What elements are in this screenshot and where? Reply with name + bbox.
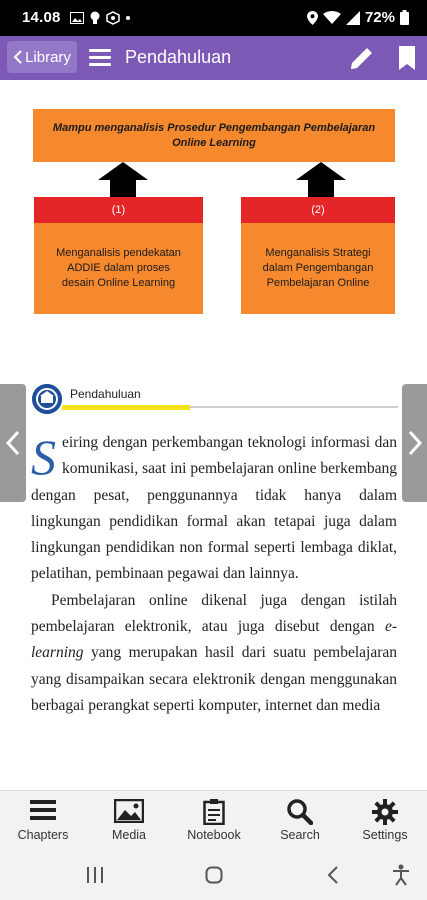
tab-label: Settings	[362, 828, 408, 842]
accessibility-icon[interactable]	[392, 864, 410, 886]
university-logo-icon	[32, 384, 62, 414]
previous-page-button[interactable]	[0, 384, 26, 502]
chapter-highlight	[62, 405, 190, 410]
tab-label: Search	[280, 828, 320, 842]
bottom-navigation	[0, 790, 427, 851]
diagram-left-number: (1)	[34, 197, 203, 223]
image-icon	[114, 799, 144, 823]
notebook-tab[interactable]	[174, 791, 254, 851]
diagram-left-box	[34, 223, 203, 314]
notification-icons	[70, 11, 130, 25]
chapter-label: Pendahuluan	[70, 387, 141, 401]
system-navigation-bar	[0, 850, 427, 900]
diagram-right-box	[241, 223, 395, 314]
emphasis-term: e-learning	[31, 618, 397, 662]
gallery-icon	[70, 12, 84, 24]
paragraph-text: eiring dengan perkembangan teknologi informasi dan komunikasi, saat ini pembelajaran online berkembang dengan pesat, penggunannya tidak hanya dalam lingkungan pendidikan formal akan tetapai juga dalam lingkungan pendidikan non formal seperti lembaga diklat, pelatihan, pembinaan pegawai dan lainnya.	[31, 434, 397, 583]
pencil-icon[interactable]	[348, 44, 376, 72]
diagram-right-text: Menganalisis Strategi dalam Pengembangan Pembelajaran Online	[262, 247, 374, 289]
paragraph	[31, 430, 397, 588]
diagram-top-box: Mampu menganalisis Prosedur Pengembangan Pembelajaran Online Learning	[33, 109, 395, 162]
diagram-right-number: (2)	[241, 197, 395, 223]
app-toolbar	[0, 36, 427, 80]
clock: 14.08	[22, 9, 61, 26]
settings-tab[interactable]	[345, 791, 425, 851]
search-tab[interactable]	[260, 791, 340, 851]
arrow-up-icon	[98, 162, 148, 198]
search-icon	[287, 799, 313, 825]
home-icon[interactable]	[205, 866, 223, 884]
tab-label: Chapters	[17, 828, 69, 842]
bookmark-icon[interactable]	[399, 46, 415, 70]
media-tab[interactable]	[89, 791, 169, 851]
paragraph-text: yang merupakan hasil dari suatu pembelajaran yang disampaikan secara elektronik dengan menggunakan berbagai perangkat seperti komputer, internet dan media	[31, 644, 397, 714]
arrow-up-icon	[296, 162, 346, 198]
tab-label: Notebook	[187, 828, 241, 842]
system-indicators	[307, 9, 409, 26]
chapter-header	[32, 384, 398, 414]
hamburger-icon	[30, 799, 56, 821]
recent-apps-icon[interactable]	[86, 867, 104, 883]
library-label: Library	[25, 48, 71, 66]
chapter-body	[31, 430, 397, 719]
dot-icon	[126, 16, 130, 20]
bulb-icon	[90, 11, 100, 25]
hamburger-menu-icon[interactable]	[89, 46, 113, 70]
library-back-button[interactable]	[7, 41, 77, 73]
concept-diagram	[0, 80, 427, 330]
paragraph-text: Pembelajaran online dikenal juga dengan istilah pembelajaran elektronik, atau juga disebut dengan	[31, 591, 397, 636]
reader-content[interactable]	[0, 80, 427, 790]
chapters-tab[interactable]	[3, 791, 83, 851]
notebook-icon	[203, 799, 225, 825]
battery-icon	[400, 10, 409, 25]
chevron-right-icon	[408, 430, 422, 456]
drop-cap: S	[31, 429, 56, 485]
diagram-left-text: Menganalisis pendekatan ADDIE dalam proses desain Online Learning	[56, 247, 181, 289]
tab-label: Media	[111, 828, 147, 842]
paragraph	[31, 588, 397, 719]
chevron-left-icon	[13, 50, 23, 64]
gear-icon	[372, 799, 398, 825]
chevron-left-icon	[6, 430, 20, 456]
status-bar	[0, 0, 427, 36]
battery-percent: 72%	[364, 9, 395, 26]
next-page-button[interactable]	[402, 384, 427, 502]
page-title: Pendahuluan	[125, 47, 232, 67]
back-icon[interactable]	[327, 866, 339, 884]
app-icon	[106, 11, 120, 25]
signal-icon	[346, 11, 360, 25]
wifi-icon	[323, 11, 341, 25]
location-icon	[307, 11, 318, 25]
